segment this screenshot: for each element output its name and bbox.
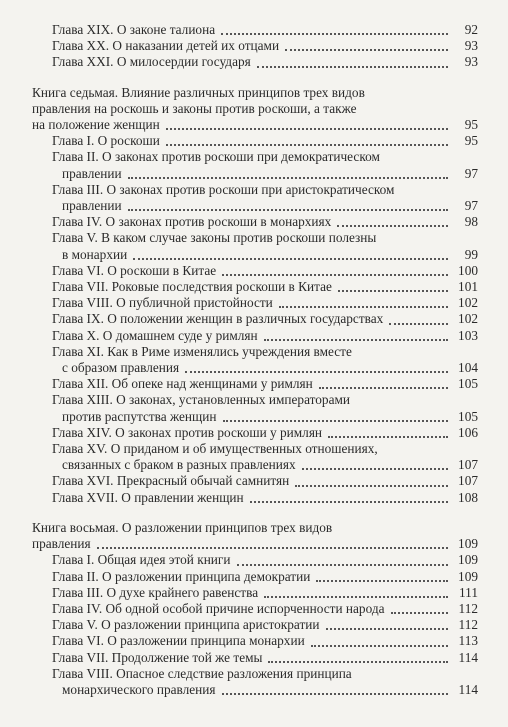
toc-line [32, 457, 478, 473]
chapter-entry [32, 279, 478, 295]
entry-text: Глава XV. О приданом и об имущественных отношениях, [52, 441, 378, 457]
toc-line [32, 133, 478, 149]
toc-line [32, 328, 478, 344]
entry-text: Глава XVI. Прекрасный обычай самнитян [52, 473, 290, 489]
chapter-entry [32, 392, 478, 424]
entry-text: правлении [62, 198, 122, 214]
toc-line [32, 552, 478, 568]
chapter-entry [32, 601, 478, 617]
toc-line [32, 601, 478, 617]
page-number: 108 [458, 489, 478, 505]
chapter-entry [32, 666, 478, 698]
dot-leader [319, 386, 448, 389]
entry-text: Глава XII. Об опеке над женщинами у римлян [52, 376, 313, 392]
entry-text: Глава VI. О роскоши в Китае [52, 262, 217, 278]
entry-text: с образом правления [62, 360, 180, 376]
entry-text: Книга восьмая. О разложении принципов трех видов [32, 519, 333, 535]
entry-text: Глава VIII. Опасное следствие разложения принципа [52, 665, 352, 681]
toc-line [32, 360, 478, 376]
entry-text: правления на роскошь и законы против роскоши, а также [32, 100, 357, 116]
toc-entry [32, 54, 478, 70]
toc-line [32, 166, 478, 182]
entry-text: Глава XX. О наказании детей их отцами [52, 38, 280, 54]
toc-line [32, 376, 478, 392]
page-number: 100 [458, 262, 478, 278]
page-number: 98 [464, 214, 478, 230]
page-number: 112 [458, 617, 478, 633]
entry-text: Глава VI. О разложении принципа монархии [52, 633, 305, 649]
chapter-entry [32, 149, 478, 181]
page-number: 109 [458, 568, 478, 584]
entry-text: Глава XIV. О законах против роскоши у римлян [52, 424, 323, 440]
entry-text: Глава IX. О положении женщин в различных государствах [52, 311, 384, 327]
dot-leader [133, 257, 448, 260]
dot-leader [223, 419, 449, 422]
book-heading [32, 520, 478, 552]
dot-leader [316, 579, 448, 582]
chapter-entry [32, 182, 478, 214]
page-number: 95 [464, 117, 478, 133]
entry-text: Глава I. О роскоши [52, 133, 160, 149]
page-number: 113 [458, 633, 478, 649]
entry-text: против распутства женщин [62, 408, 217, 424]
page-number: 102 [458, 311, 478, 327]
page-number: 105 [458, 376, 478, 392]
entry-text: Глава II. О разложении принципа демократии [52, 568, 311, 584]
dot-leader [257, 65, 448, 68]
chapter-entry [32, 650, 478, 666]
toc-line [32, 182, 478, 198]
dot-leader [166, 127, 448, 130]
chapter-entry [32, 441, 478, 473]
toc-line [32, 279, 478, 295]
chapter-entry [32, 344, 478, 376]
chapter-entry [32, 552, 478, 568]
page-number: 111 [459, 584, 478, 600]
dot-leader [328, 435, 448, 438]
toc-line [32, 536, 478, 552]
chapter-entry [32, 473, 478, 489]
chapter-entry [32, 328, 478, 344]
toc-line [32, 409, 478, 425]
page-number: 92 [464, 22, 478, 37]
chapter-entry [32, 263, 478, 279]
dot-leader [128, 176, 448, 179]
toc-line [32, 101, 478, 117]
chapter-entry [32, 617, 478, 633]
toc-line [32, 344, 478, 360]
dot-leader [326, 627, 449, 630]
chapter-entry [32, 425, 478, 441]
dot-leader [166, 143, 448, 146]
toc-line [32, 149, 478, 165]
toc-line [32, 650, 478, 666]
entry-text: Глава VII. Продолжение той же темы [52, 649, 263, 665]
dot-leader [221, 32, 448, 35]
entry-text: на положение женщин [32, 117, 160, 133]
dot-leader [285, 48, 448, 51]
entry-text: Глава IV. О законах против роскоши в монархиях [52, 214, 332, 230]
dot-leader [311, 644, 448, 647]
toc-line [32, 247, 478, 263]
entry-text: правления [32, 536, 91, 552]
chapter-entry [32, 569, 478, 585]
page-number: 93 [464, 54, 478, 70]
toc-entry [32, 22, 478, 38]
toc-line [32, 295, 478, 311]
page-number: 101 [458, 279, 478, 295]
toc-line [32, 230, 478, 246]
page-number: 106 [458, 424, 478, 440]
toc-line [32, 214, 478, 230]
dot-leader [337, 224, 448, 227]
chapter-entry [32, 311, 478, 327]
dot-leader [391, 611, 448, 614]
toc-line [32, 311, 478, 327]
book-heading [32, 85, 478, 134]
entry-text: Глава VIII. О публичной пристойности [52, 295, 273, 311]
toc-line [32, 520, 478, 536]
page-number: 114 [458, 681, 478, 697]
section-spacer [32, 71, 478, 85]
page-number: 114 [458, 649, 478, 665]
dot-leader [250, 500, 448, 503]
chapter-entry [32, 633, 478, 649]
entry-text: Глава II. О законах против роскоши при демократическом [52, 149, 380, 165]
dot-leader [302, 467, 448, 470]
toc-line [32, 617, 478, 633]
chapter-entry [32, 376, 478, 392]
toc-line [32, 666, 478, 682]
page-number: 105 [458, 408, 478, 424]
entry-text: Глава V. О разложении принципа аристократии [52, 617, 320, 633]
toc-line [32, 490, 478, 506]
entry-text: Глава I. Общая идея этой книги [52, 552, 231, 568]
entry-text: в монархии [62, 246, 128, 262]
entry-text: монархического правления [62, 681, 216, 697]
toc-line [32, 585, 478, 601]
table-of-contents [32, 22, 478, 698]
entry-text: Глава XI. Как в Риме изменялись учреждения вместе [52, 343, 352, 359]
chapter-entry [32, 230, 478, 262]
toc-line [32, 473, 478, 489]
page-number: 107 [458, 473, 478, 489]
page-number: 104 [458, 360, 478, 376]
page-number: 99 [464, 246, 478, 262]
toc-line [32, 569, 478, 585]
dot-leader [295, 484, 448, 487]
dot-leader [185, 370, 448, 373]
page-number: 103 [458, 327, 478, 343]
entry-text: Глава III. О законах против роскоши при аристократическом [52, 181, 395, 197]
page-number: 107 [458, 457, 478, 473]
dot-leader [264, 595, 448, 598]
chapter-entry [32, 295, 478, 311]
toc-entry [32, 38, 478, 54]
page-number: 93 [464, 38, 478, 54]
dot-leader [222, 273, 448, 276]
page-number: 95 [464, 133, 478, 149]
dot-leader [279, 305, 448, 308]
page-number: 102 [458, 295, 478, 311]
entry-text: Глава XXI. О милосердии государя [52, 54, 251, 70]
entry-text: Глава X. О домашнем суде у римлян [52, 327, 258, 343]
entry-text: Глава XIX. О законе талиона [52, 22, 216, 37]
dot-leader [338, 289, 448, 292]
dot-leader [237, 563, 449, 566]
entry-text: правлении [62, 165, 122, 181]
entry-text: Глава VII. Роковые последствия роскоши в Китае [52, 279, 332, 295]
entry-text: Глава III. О духе крайнего равенства [52, 584, 259, 600]
entry-text: Глава V. В каком случае законы против роскоши полезны [52, 230, 377, 246]
chapter-entry [32, 490, 478, 506]
toc-line [32, 85, 478, 101]
dot-leader [97, 546, 448, 549]
toc-line [32, 198, 478, 214]
page-number: 109 [458, 536, 478, 552]
entry-text: связанных с браком в разных правлениях [62, 457, 296, 473]
entry-text: Глава XVII. О правлении женщин [52, 489, 244, 505]
toc-line [32, 263, 478, 279]
dot-leader [222, 692, 449, 695]
toc-line [32, 425, 478, 441]
toc-line [32, 117, 478, 133]
dot-leader [264, 338, 448, 341]
page-number: 109 [458, 552, 478, 568]
page-number: 97 [464, 165, 478, 181]
chapter-entry [32, 214, 478, 230]
dot-leader [128, 208, 448, 211]
entry-text: Книга седьмая. Влияние различных принципов трех видов [32, 84, 365, 100]
dot-leader [389, 322, 448, 325]
entry-text: Глава XIII. О законах, установленных императорами [52, 392, 351, 408]
chapter-entry [32, 585, 478, 601]
toc-line [32, 682, 478, 698]
section-spacer [32, 506, 478, 520]
toc-line [32, 633, 478, 649]
toc-line [32, 392, 478, 408]
chapter-entry [32, 133, 478, 149]
entry-text: Глава IV. Об одной особой причине испорченности народа [52, 600, 385, 616]
page-number: 112 [458, 600, 478, 616]
dot-leader [268, 660, 448, 663]
toc-line [32, 441, 478, 457]
page-number: 97 [464, 198, 478, 214]
